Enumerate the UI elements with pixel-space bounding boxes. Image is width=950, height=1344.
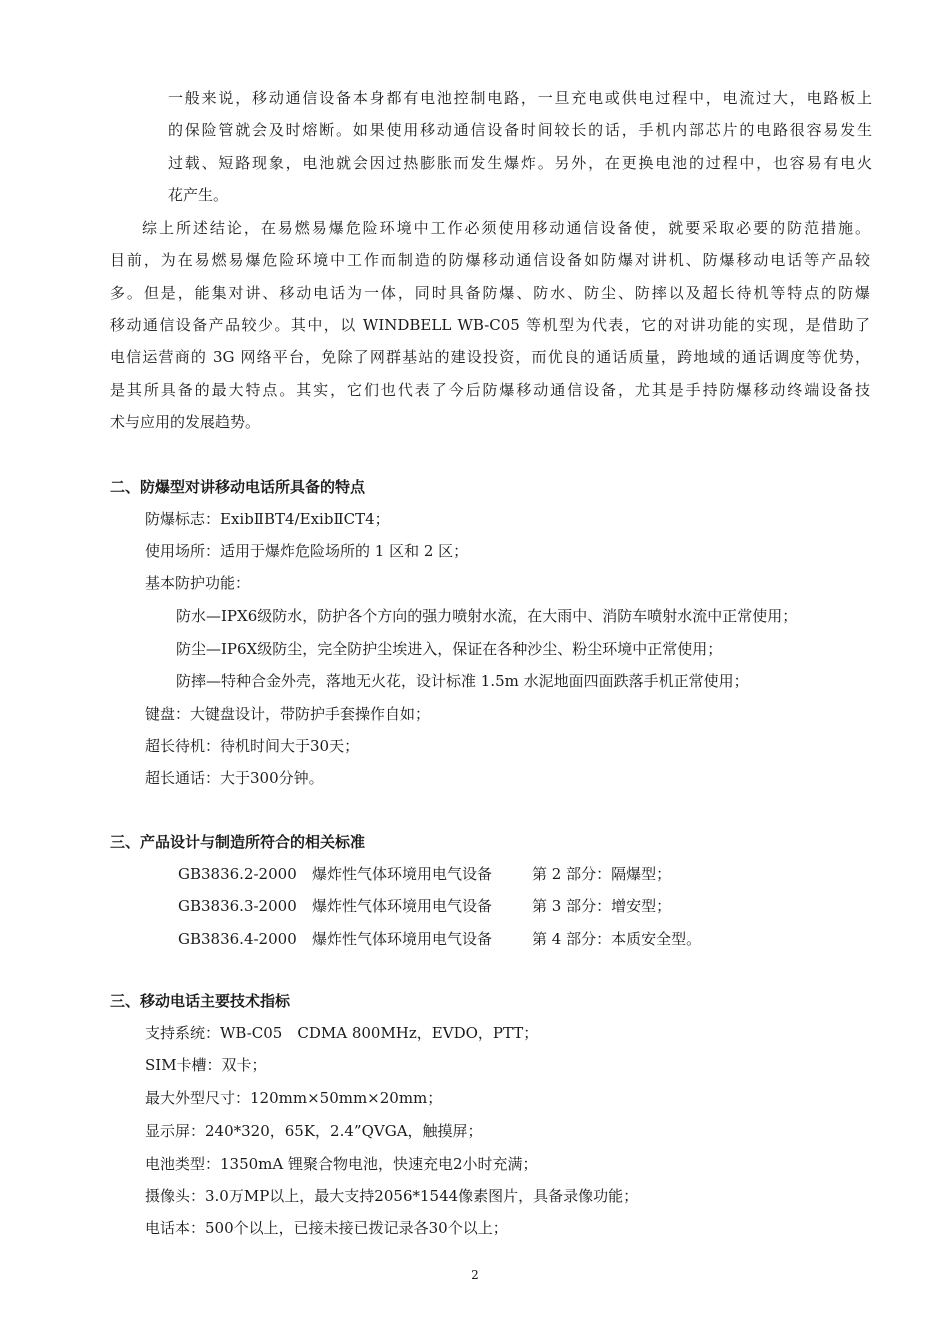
standard-row [178, 864, 671, 884]
standard-name: 爆炸性气体环境用电气设备 [312, 930, 493, 948]
spec-item: 支持系统：WB-C05 CDMA 800MHz，EVDO，PTT； [145, 1024, 539, 1042]
protection-item: 防尘—IP6X级防尘，完全防护尘埃进入，保证在各种沙尘、粉尘环境中正常使用； [176, 640, 723, 658]
feature-item: 使用场所：适用于爆炸危险场所的 1 区和 2 区； [145, 542, 469, 560]
spec-item: 显示屏：240*320，65K，2.4”QVGA，触摸屏； [145, 1122, 483, 1140]
spec-item: 摄像头：3.0万MP以上，最大支持2056*1544像素图片，具备录像功能； [145, 1187, 639, 1205]
spec-item: SIM卡槽：双卡； [145, 1056, 267, 1074]
standard-part: 第 2 部分：隔爆型； [532, 865, 672, 883]
standard-name: 爆炸性气体环境用电气设备 [312, 865, 493, 883]
intro-para-line: 花产生。 [168, 186, 229, 204]
standard-row [178, 929, 701, 949]
feature-item: 基本防护功能： [145, 574, 251, 592]
spec-item: 电池类型：1350mA 锂聚合物电池，快速充电2小时充满； [145, 1155, 538, 1173]
section-heading: 三、移动电话主要技术指标 [110, 992, 291, 1010]
summary-para-line: 移动通信设备产品较少。其中，以 WINDBELL WB-C05 等机型为代表，它的对讲功能的实现，是借助了 [110, 316, 870, 334]
protection-item: 防水—IPX6级防水，防护各个方向的强力喷射水流，在大雨中、消防车喷射水流中正常使用； [176, 607, 798, 625]
feature-item: 超长通话：大于300分钟。 [145, 769, 324, 787]
feature-item: 超长待机：待机时间大于30天； [145, 737, 360, 755]
intro-para-line: 的保险管就会及时熔断。如果使用移动通信设备时间较长的话，手机内部芯片的电路很容易发生 [168, 121, 872, 139]
section-heading: 三、产品设计与制造所符合的相关标准 [110, 833, 366, 851]
protection-item: 防摔—特种合金外壳，落地无火花，设计标准 1.5m 水泥地面四面跌落手机正常使用； [176, 672, 749, 690]
intro-para-line: 过载、短路现象，电池就会因过热膨胀而发生爆炸。另外，在更换电池的过程中，也容易有电火 [168, 154, 872, 172]
standard-name: 爆炸性气体环境用电气设备 [312, 897, 493, 915]
standard-code: GB3836.2-2000 [178, 865, 297, 883]
feature-item: 键盘：大键盘设计，带防护手套操作自如； [145, 705, 431, 723]
summary-para-line: 目前，为在易燃易爆危险环境中工作而制造的防爆移动通信设备如防爆对讲机、防爆移动电话等产品较 [110, 251, 870, 269]
standard-part: 第 4 部分：本质安全型。 [532, 930, 702, 948]
summary-para-line: 多。但是，能集对讲、移动电话为一体，同时具备防爆、防水、防尘、防摔以及超长待机等特点的防爆 [110, 284, 870, 302]
standard-row [178, 896, 671, 916]
standard-part: 第 3 部分：增安型； [532, 897, 672, 915]
feature-item: 防爆标志：ExibⅡBT4/ExibⅡCT4； [145, 510, 390, 528]
summary-para-line: 术与应用的发展趋势。 [110, 413, 261, 431]
summary-para-line: 电信运营商的 3G 网络平台，免除了网群基站的建设投资，而优良的通话质量，跨地域的通话调度等优势， [110, 348, 870, 366]
spec-item: 电话本：500个以上，已接未接已拨记录各30个以上； [145, 1219, 508, 1237]
section-heading: 二、防爆型对讲移动电话所具备的特点 [110, 478, 366, 496]
standard-code: GB3836.3-2000 [178, 897, 297, 915]
intro-para-line: 一般来说，移动通信设备本身都有电池控制电路，一旦充电或供电过程中，电流过大，电路板上 [168, 89, 872, 107]
page-number: 2 [471, 1268, 479, 1282]
spec-item: 最大外型尺寸：120mm×50mm×20mm； [145, 1089, 443, 1107]
summary-para-line: 综上所述结论，在易燃易爆危险环境中工作必须使用移动通信设备使，就要采取必要的防范措施。 [142, 219, 870, 237]
summary-para-line: 是其所具备的最大特点。其实，它们也代表了今后防爆移动通信设备，尤其是手持防爆移动终端设备技 [110, 381, 870, 399]
standard-code: GB3836.4-2000 [178, 930, 297, 948]
